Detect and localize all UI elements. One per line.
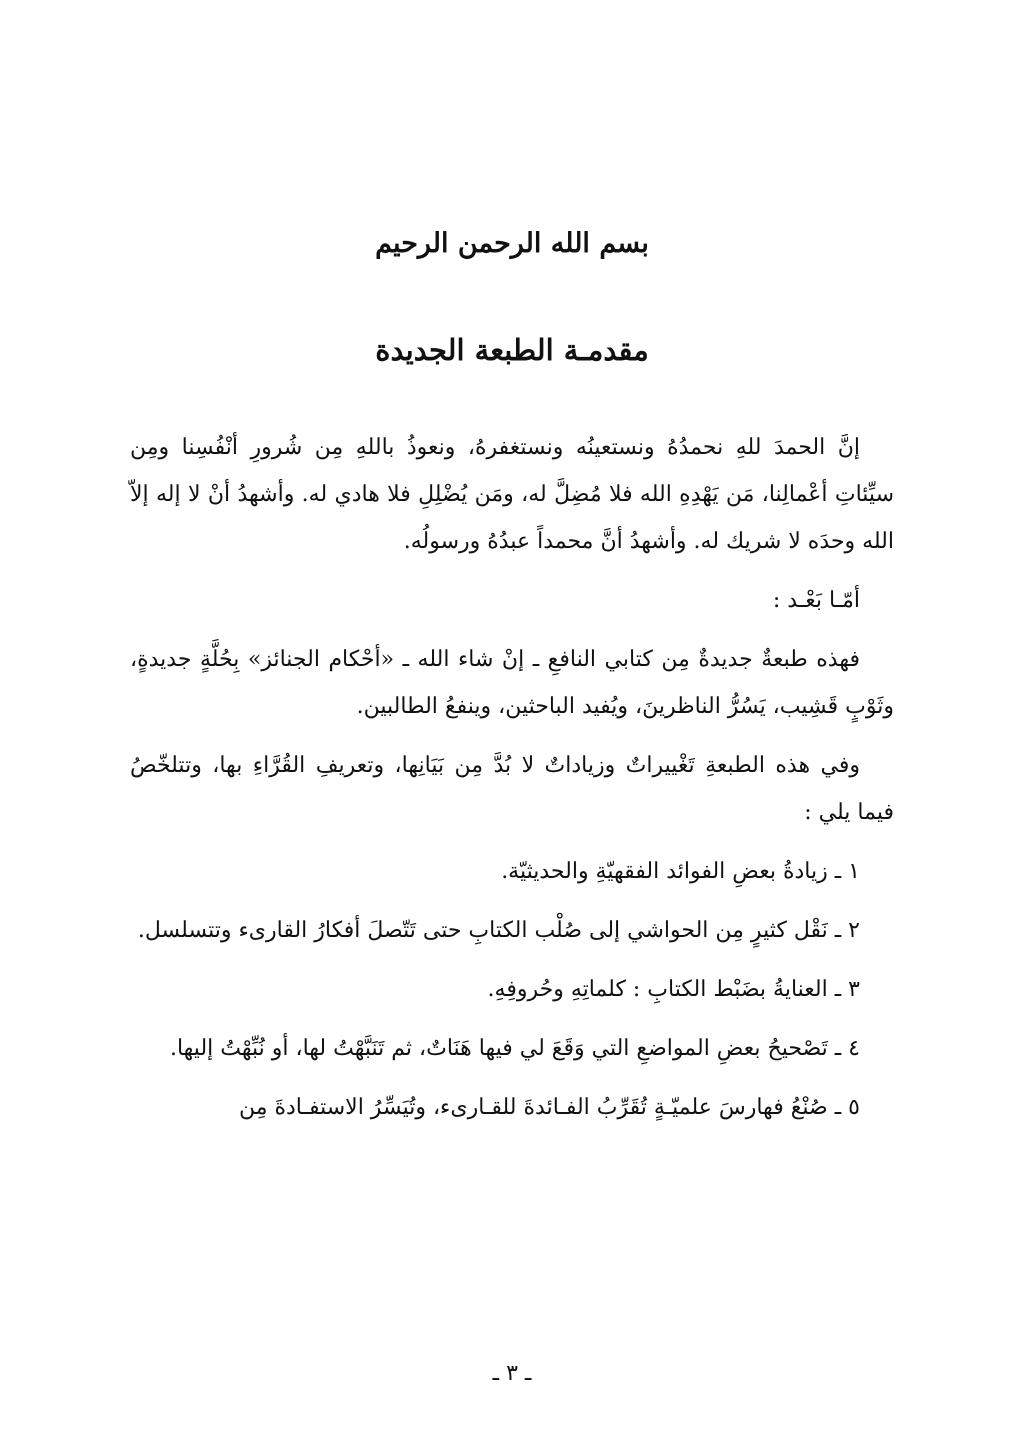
intro-paragraph: إنَّ الحمدَ للهِ نحمدُهُ ونستعينُه ونستغفرهُ، ونعوذُ باللهِ مِن شُرورِ أنْفُسِنا ومِن سيِّئاتِ أعْمالِنا، مَن يَهْدِهِ الله فلا مُضِلَّ له، ومَن يُضْلِلِ فلا هادي له. وأشهدُ أنْ لا إله إلاّ الله وحدَه لا شريك له. وأشهدُ أنَّ محمداً عبدُهُ ورسولُه. — [130, 435, 894, 554]
changes-paragraph: وفي هذه الطبعةِ تَغْييراتٌ وزياداتٌ لا بُدَّ مِن بَيَانِها، وتعريفِ القُرَّاءِ بها، وتتلخّصُ فيما يلي : — [130, 753, 894, 825]
list-item: ٢ ـ نَقْل كثيرٍ مِن الحواشي إلى صُلْب الكتابِ حتى تَتّصلَ أفكارُ القارىء وتتسلسل. — [137, 918, 860, 943]
page-title: مقدمـة الطبعة الجديدة — [375, 333, 649, 367]
list-item: ٤ ـ تَصْحيحُ بعضِ المواضعِ التي وَقَعَ لي فيها هَنَاتٌ، ثم تَنَبَّهْتُ لها، أو نُبِّهْتُ إليها. — [169, 1036, 860, 1061]
list-item: ٥ ـ صُنْعُ فهارسَ علميّـةٍ تُقَرِّبُ الفـائدةَ للقـارىء، وتُيَسِّرُ الاستفـادةَ مِن — [238, 1095, 860, 1120]
basmala-heading: بسم الله الرحمن الرحيم — [375, 228, 649, 259]
page-number: ـ ٣ ـ — [492, 1361, 532, 1386]
list-item: ٣ ـ العنايةُ بضَبْط الكتابِ : كلماتِهِ وحُروفِهِ. — [487, 977, 860, 1002]
amma-bad-line: أمّـا بَعْـد : — [772, 588, 860, 613]
new-edition-paragraph: فهذه طبعةٌ جديدةٌ مِن كتابي النافعِ ـ إنْ شاء الله ـ «أحْكام الجنائز» بِحُلَّةٍ جديدةٍ، وثَوْبٍ قَشِيب، يَسُرُّ الناظرينَ، ويُفيد الباحثين، وينفعُ الطالبين. — [130, 647, 894, 719]
body-text — [130, 424, 894, 1143]
list-item: ١ ـ زيادةُ بعضِ الفوائد الفقهيّةِ والحديثيّة. — [501, 859, 860, 884]
